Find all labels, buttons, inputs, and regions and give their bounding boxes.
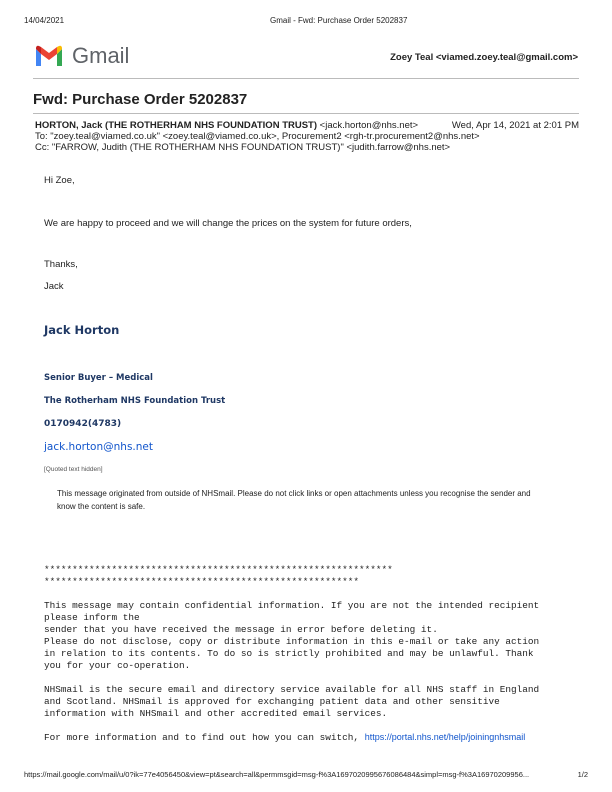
page-number: 1/2 [577,770,588,779]
disclaimer-line: This message may contain confidential information. If you are not the intended recipient [44,600,540,611]
signature-role: Senior Buyer – Medical [44,373,153,383]
signature-phone: 0170942(4783) [44,419,122,429]
sender-line [35,120,418,131]
external-sender-notice: This message originated from outside of NHSmail. Please do not click links or open attachments unless you recognise the sender and know the content is safe. [57,489,531,511]
disclaimer-line: in relation to its contents. To do so is strictly prohibited and may be unlawful. Thank [44,648,534,659]
disclaimer-line: Please do not disclose, copy or distribute information in this e-mail or take any action [44,636,540,647]
cc-line: Cc: "FARROW, Judith (THE ROTHERHAM NHS FOUNDATION TRUST)" <judith.farrow@nhs.net> [35,142,451,153]
subject-divider [33,113,579,114]
print-url: https://mail.google.com/mail/u/0?ik=77e4056450&view=pt&search=all&permmsgid=msg-f%3A1697020995676086484&simpl=msg-f%3A16970209956... [24,770,530,779]
account-label: Zoey Teal <viamed.zoey.teal@gmail.com> [390,52,578,63]
header-divider [33,78,579,79]
signoff: Jack [44,281,64,292]
disclaimer-line: please inform the [44,612,140,623]
print-date: 14/04/2021 [24,16,65,25]
nhsmail-info-line: and Scotland. NHSmail is approved for exchanging patient data and other sensitive [44,696,500,707]
disclaimer-stars-top: ************************************************************** [44,564,393,575]
body-paragraph: We are happy to proceed and we will change the prices on the system for future orders, [44,218,412,229]
signature-org: The Rotherham NHS Foundation Trust [44,396,226,406]
nhsmail-info-line: NHSmail is the secure email and directory service available for all NHS staff in England [44,684,540,695]
sender-name: HORTON, Jack (THE ROTHERHAM NHS FOUNDATION TRUST) [35,120,318,131]
signature-name: Jack Horton [44,323,120,337]
gmail-wordmark: Gmail [72,43,130,68]
thanks-line: Thanks, [44,259,78,270]
print-title: Gmail - Fwd: Purchase Order 5202837 [270,16,408,25]
gmail-logo-icon[interactable] [34,44,64,68]
signature-email-link[interactable]: jack.horton@nhs.net [44,441,153,453]
switch-info-line [44,732,525,743]
disclaimer-line: you for your co-operation. [44,660,191,671]
disclaimer-line: sender that you have received the message in error before deleting it. [44,624,438,635]
disclaimer-stars-bottom: ******************************************************** [44,576,360,587]
to-line: To: "zoey.teal@viamed.co.uk" <zoey.teal@viamed.co.uk>, Procurement2 <rgh-tr.procurement2@nhs.net> [35,131,480,142]
sender-email: <jack.horton@nhs.net> [317,120,419,131]
nhsmail-info-line: information with NHSmail and other accredited email services. [44,708,388,719]
joining-nhsmail-link[interactable]: https://portal.nhs.net/help/joiningnhsmail [364,732,526,742]
switch-info-text: For more information and to find out how you can switch, [44,732,365,743]
message-subject: Fwd: Purchase Order 5202837 [33,91,248,108]
greeting: Hi Zoe, [44,175,75,186]
message-date: Wed, Apr 14, 2021 at 2:01 PM [451,120,579,131]
quoted-text-toggle[interactable]: [Quoted text hidden] [44,466,103,473]
